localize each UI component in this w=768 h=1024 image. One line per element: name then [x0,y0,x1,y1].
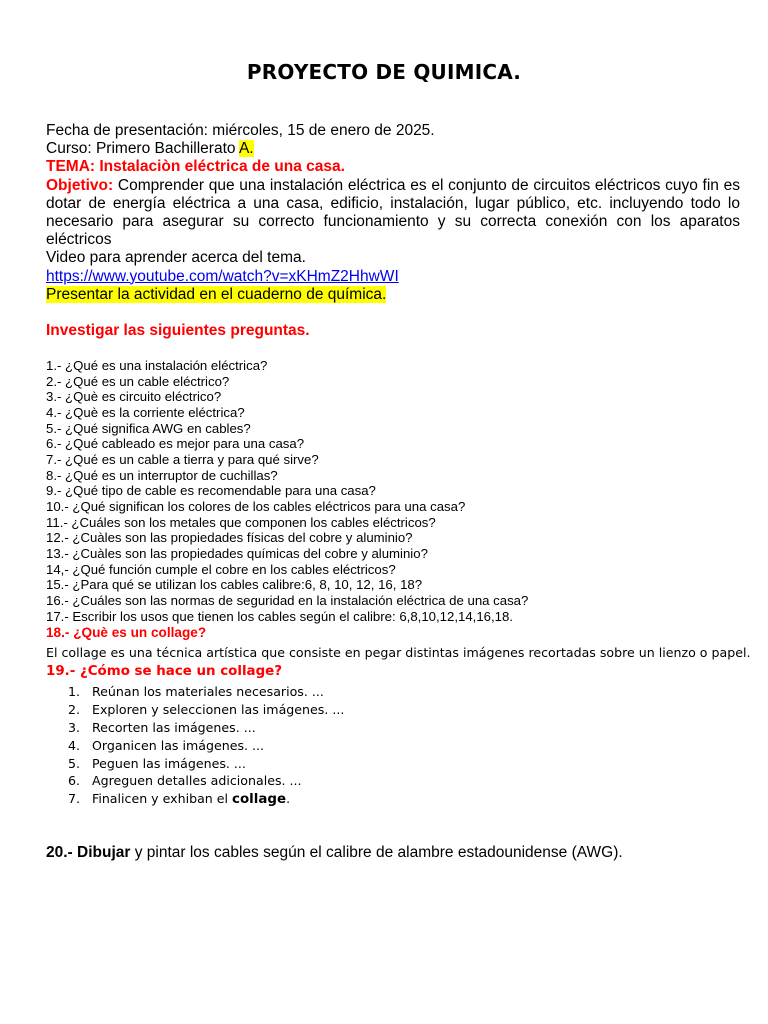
step-number: 3. [68,719,81,735]
questions-list [46,358,740,624]
step-suffix: . [286,791,291,807]
collage-step [68,737,344,755]
objetivo-paragraph [46,177,740,250]
step-number: 7. [68,791,81,807]
question-20 [46,844,740,862]
question-item: 1.- ¿Qué es una instalación eléctrica? [46,358,268,373]
collage-step [68,755,344,773]
step-text: Organicen las imágenes. ... [92,737,265,753]
step-text: Recorten las imágenes. ... [92,719,256,735]
page-title: PROYECTO DE QUIMICA. [246,60,522,84]
step-text: Agreguen detalles adicionales. ... [92,773,302,789]
collage-step [68,701,344,719]
question-item: 9.- ¿Qué tipo de cable es recomendable para una casa? [46,483,376,499]
step-number: 1. [68,684,81,699]
question-item: 7.- ¿Qué es un cable a tierra y para qué sirve? [46,451,319,467]
question-item: 15.- ¿Para qué se utilizan los cables calibre:6, 8, 10, 12, 16, 18? [46,577,423,593]
curso-group-highlight: A. [238,140,254,158]
curso-prefix: Curso: Primero Bachillerato [46,140,239,158]
presentar-highlight: Presentar la actividad en el cuaderno de química. [46,286,387,303]
question-item: 5.- ¿Qué significa AWG en cables? [46,420,251,436]
header-info [46,122,740,286]
question-20-bold: 20.- Dibujar [46,844,131,861]
question-item: 11.- ¿Cuáles son los metales que componen los cables eléctricos? [46,514,436,530]
tema-line: TEMA: Instalaciòn eléctrica de una casa. [46,158,345,176]
objetivo-label: Objetivo: [46,176,114,194]
collage-step [68,772,344,790]
step-text: Exploren y seleccionen las imágenes. ... [92,701,345,717]
question-item: 16.- ¿Cuáles son las normas de seguridad en la instalación eléctrica de una casa? [46,592,529,608]
step-text: Peguen las imágenes. ... [92,755,246,771]
question-item: 14,- ¿Qué función cumple el cobre en los cables eléctricos? [46,561,396,577]
investigar-heading: Investigar las siguientes preguntas. [46,322,310,339]
step-number: 4. [68,737,81,753]
step-number: 6. [68,773,81,789]
collage-step [68,683,344,701]
question-19: 19.- ¿Cómo se hace un collage? [46,664,283,679]
question-item: 2.- ¿Qué es un cable eléctrico? [46,373,230,389]
fecha-line: Fecha de presentación: miércoles, 15 de enero de 2025. [46,122,435,139]
video-link[interactable]: https://www.youtube.com/watch?v=xKHmZ2HhwWI [46,267,399,285]
step-text: Finalicen y exhiban el [92,791,233,807]
question-item: 13.- ¿Cuàles son las propiedades químicas del cobre y aluminio? [46,545,428,561]
collage-steps-list [68,683,344,808]
question-item: 8.- ¿Qué es un interruptor de cuchillas? [46,467,278,483]
video-line: Video para aprender acerca del tema. [46,249,306,267]
question-item: 17.- Escribir los usos que tienen los cables según el calibre: 6,8,10,12,14,16,18. [46,608,513,624]
question-item: 12.- ¿Cuàles son las propiedades físicas del cobre y aluminio? [46,530,413,546]
collage-definition: El collage es una técnica artística que consiste en pegar distintas imágenes recortadas sobre un lienzo o papel. [46,645,751,660]
question-item: 3.- ¿Què es circuito eléctrico? [46,389,222,405]
question-18: 18.- ¿Què es un collage? [46,625,207,640]
collage-step [68,790,344,808]
question-20-text: y pintar los cables según el calibre de alambre estadounidense (AWG). [130,844,623,861]
objetivo-text: Comprender que una instalación eléctrica es el conjunto de circuitos eléctricos cuyo fin es dotar de energía eléctrica a una casa, edificio, instalación, lugar público, etc. incluyendo todo lo necesario para asegurar su correcto funcionamiento y su correcta conexión con los aparatos eléctricos [46,176,740,249]
step-number: 5. [68,755,81,771]
question-item: 6.- ¿Qué cableado es mejor para una casa? [46,436,305,452]
question-item: 10.- ¿Qué significan los colores de los cables eléctricos para una casa? [46,498,466,514]
question-item: 4.- ¿Què es la corriente eléctrica? [46,404,245,420]
step-number: 2. [68,701,81,717]
collage-step [68,719,344,737]
curso-line [46,140,740,158]
step-text: Reúnan los materiales necesarios. ... [92,684,324,699]
step-bold-word: collage [232,792,287,808]
